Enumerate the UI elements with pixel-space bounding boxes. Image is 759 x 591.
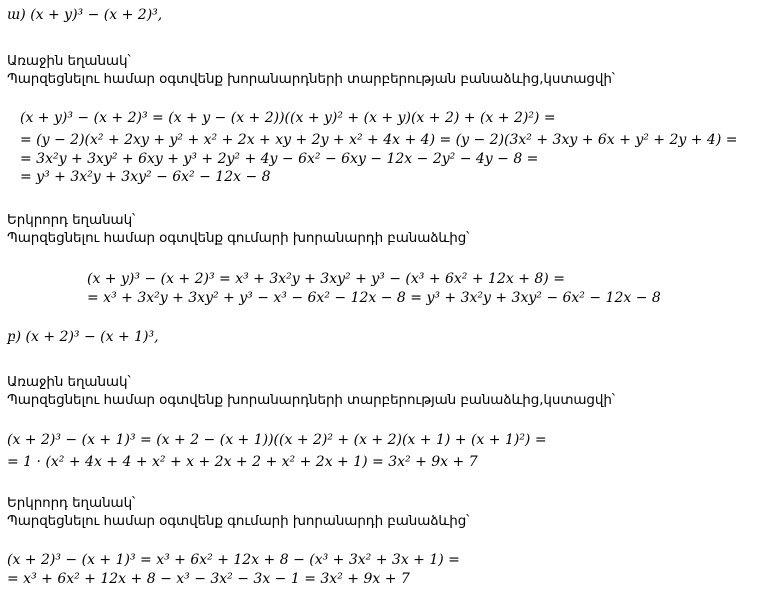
- part-a-method1-line-1: (x + y)³ − (x + 2)³ = (x + y − (x + 2))((x + y)² + (x + y)(x + 2) + (x + 2)²) =: [20, 110, 556, 126]
- part-a-method2-title: Երկրորդ եղանակ՝: [7, 212, 136, 228]
- part-b-method2-line-2: = x³ + 6x² + 12x + 8 − x³ − 3x² − 3x − 1 = 3x² + 9x + 7: [7, 571, 410, 587]
- part-b-method2-description: Պարզեցնելու համար օգտվենք գումարի խորանարդի բանաձևից՝: [7, 513, 470, 529]
- part-a-method2-description: Պարզեցնելու համար օգտվենք գումարի խորանարդի բանաձևից՝: [7, 230, 470, 246]
- part-b-method1-line-2: = 1 · (x² + 4x + 4 + x² + x + 2x + 2 + x² + 2x + 1) = 3x² + 9x + 7: [7, 454, 478, 470]
- part-b-method1-line-1: (x + 2)³ − (x + 1)³ = (x + 2 − (x + 1))((x + 2)² + (x + 2)(x + 1) + (x + 1)²) =: [7, 432, 547, 448]
- part-a-method1-description: Պարզեցնելու համար օգտվենք խորանարդների տարբերության բանաձևից,կստացվի՝: [7, 71, 615, 87]
- part-b-method2-line-1: (x + 2)³ − (x + 1)³ = x³ + 6x² + 12x + 8 − (x³ + 3x² + 3x + 1) =: [7, 552, 460, 568]
- part-a-heading: ա) (x + y)³ − (x + 2)³,: [7, 7, 163, 23]
- part-a-method2-line-1: (x + y)³ − (x + 2)³ = x³ + 3x²y + 3xy² + y³ − (x³ + 6x² + 12x + 8) =: [87, 271, 565, 287]
- part-b-method1-description: Պարզեցնելու համար օգտվենք խորանարդների տարբերության բանաձևից,կստացվի՝: [7, 392, 615, 408]
- part-a-method2-line-2: = x³ + 3x²y + 3xy² + y³ − x³ − 6x² − 12x − 8 = y³ + 3x²y + 3xy² − 6x² − 12x − 8: [87, 290, 661, 306]
- part-b-heading: բ) (x + 2)³ − (x + 1)³,: [7, 329, 159, 345]
- part-b-method1-title: Առաջին եղանակ՝: [7, 374, 131, 390]
- part-a-method1-line-4: = y³ + 3x²y + 3xy² − 6x² − 12x − 8: [20, 169, 271, 185]
- part-a-method1-line-2: = (y − 2)(x² + 2xy + y² + x² + 2x + xy + 2y + x² + 4x + 4) = (y − 2)(3x² + 3xy + 6x + y² + 2y + 4) =: [20, 132, 738, 148]
- part-a-method1-line-3: = 3x²y + 3xy² + 6xy + y³ + 2y² + 4y − 6x² − 6xy − 12x − 2y² − 4y − 8 =: [20, 151, 539, 167]
- part-b-method2-title: Երկրորդ եղանակ՝: [7, 495, 136, 511]
- part-a-method1-title: Առաջին եղանակ՝: [7, 53, 131, 69]
